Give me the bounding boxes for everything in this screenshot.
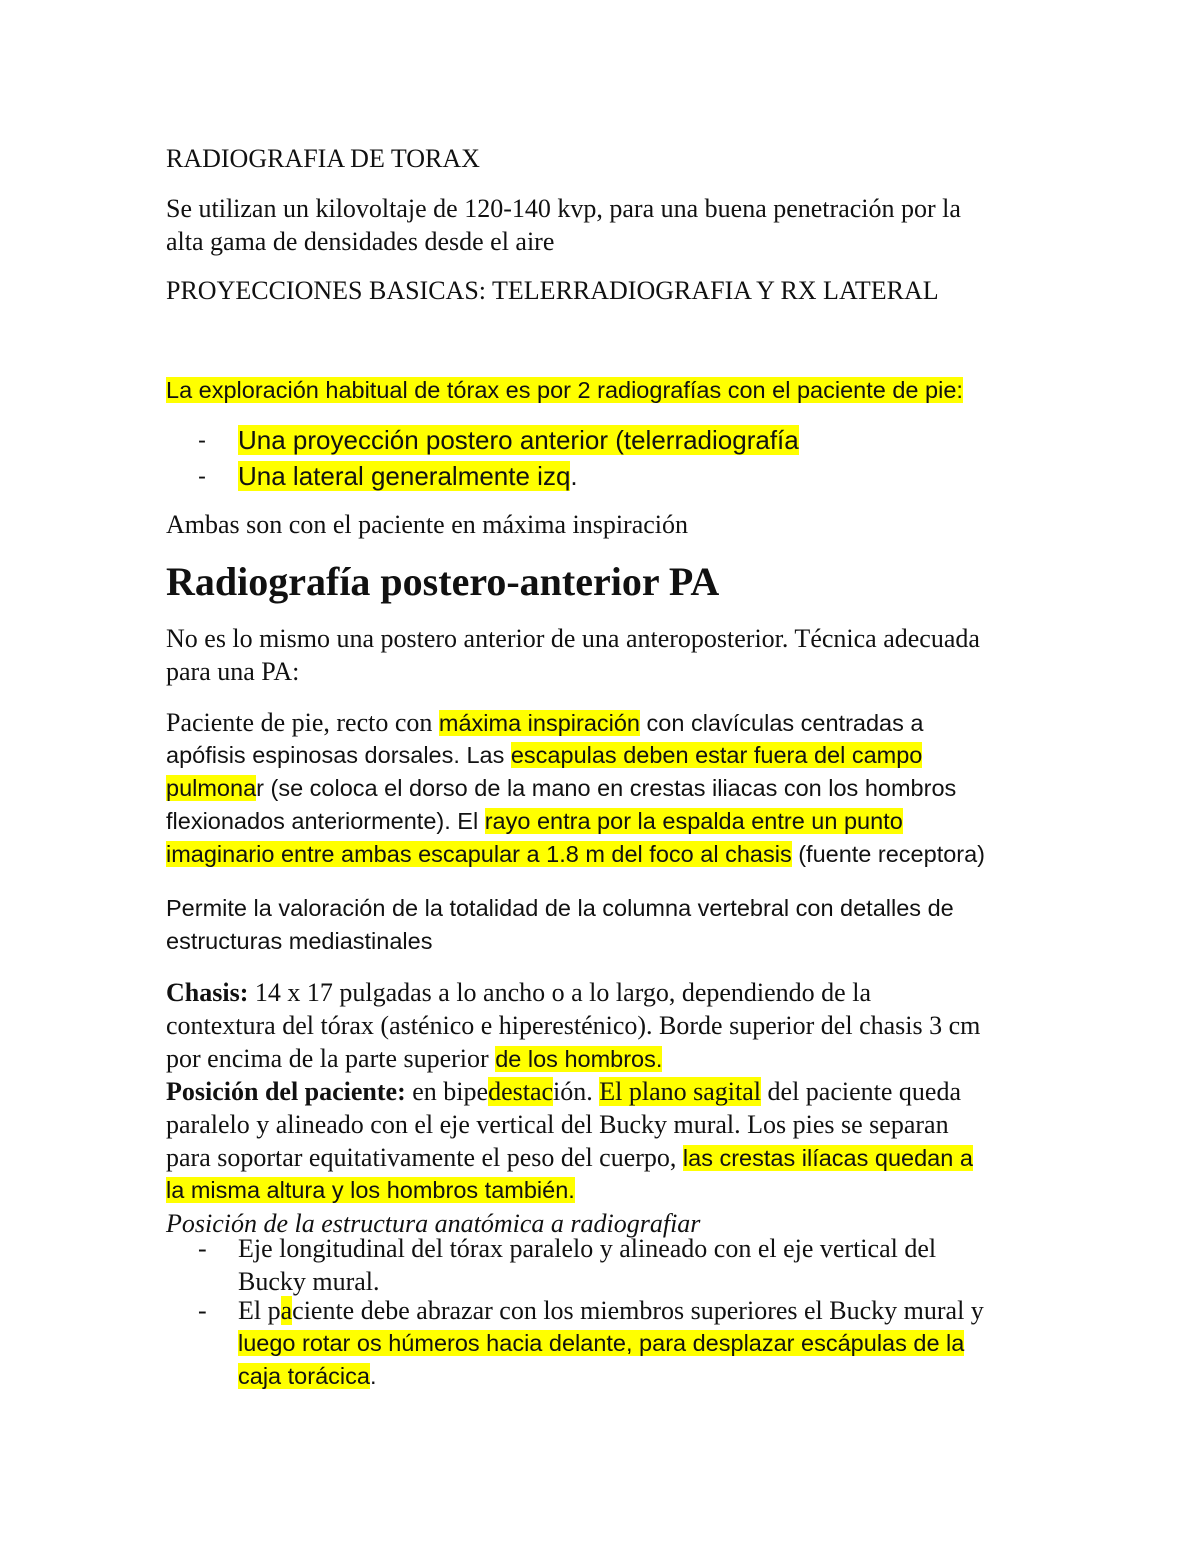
intro-paragraph	[166, 192, 1046, 258]
p2-line-5: imaginario entre ambas escapular a 1.8 m del foco al chasis (fuente receptora)	[166, 841, 986, 867]
posicion-line-1: Posición del paciente: en bipedestación. El plano sagital del paciente queda	[166, 1077, 961, 1106]
bullet-dash: -	[198, 427, 206, 454]
p2-line-4: flexionados anteriormente). El rayo entra por la espalda entre un punto	[166, 808, 903, 834]
posicion-line-2: paralelo y alineado con el eje vertical del Bucky mural. Los pies se separan	[166, 1110, 949, 1139]
estructura-title: Posición de la estructura anatómica a radiografiar	[166, 1209, 701, 1238]
paragraph-3	[166, 892, 1046, 958]
estructura-bullet-1	[238, 1232, 936, 1298]
chasis-line-3: por encima de la parte superior de los hombros.	[166, 1044, 663, 1073]
both-text: Ambas son con el paciente en máxima inspiración	[166, 510, 689, 539]
bullet-dash: -	[198, 463, 206, 490]
bullet-2-tail: .	[570, 461, 578, 491]
estructura-b2-line-1: El paciente debe abrazar con los miembros superiores el Bucky mural y	[238, 1296, 984, 1325]
bullet-dash: -	[198, 1234, 207, 1263]
chasis-paragraph	[166, 976, 1046, 1240]
p2-line-3: pulmonar (se coloca el dorso de la mano en crestas iliacas con los hombros	[166, 775, 957, 801]
projections-text: PROYECCIONES BASICAS: TELERRADIOGRAFIA Y RX LATERAL	[166, 276, 939, 305]
p1-line-1: No es lo mismo una postero anterior de una anteroposterior. Técnica adecuada	[166, 624, 980, 653]
section-heading: Radiografía postero-anterior PA	[166, 559, 720, 604]
p3-line-1: Permite la valoración de la totalidad de la columna vertebral con detalles de	[166, 895, 954, 921]
p1-line-2: para una PA:	[166, 657, 300, 686]
estructura-b1-line-2: Bucky mural.	[238, 1267, 380, 1296]
intro-line-1: Se utilizan un kilovoltaje de 120-140 kvp, para una buena penetración por la	[166, 194, 961, 223]
estructura-b2-line-2: luego rotar os húmeros hacia delante, para desplazar escápulas de la	[238, 1330, 965, 1356]
estructura-b1-line-1: Eje longitudinal del tórax paralelo y alineado con el eje vertical del	[238, 1234, 937, 1263]
p3-line-2: estructuras mediastinales	[166, 928, 433, 954]
estructura-b2-line-3: caja torácica.	[238, 1363, 377, 1389]
exploration-bullet-2	[238, 460, 578, 493]
posicion-label: Posición del paciente:	[166, 1077, 406, 1106]
document-title	[166, 142, 1046, 175]
projections-line	[166, 274, 1046, 307]
bullet-1-text: Una proyección postero anterior (telerradiografía	[238, 425, 799, 455]
intro-line-2: alta gama de densidades desde el aire	[166, 227, 555, 256]
chasis-line-1: Chasis: 14 x 17 pulgadas a lo ancho o a lo largo, dependiendo de la	[166, 978, 871, 1007]
posicion-line-3: para soportar equitativamente el peso del cuerpo, las crestas ilíacas quedan a	[166, 1143, 973, 1172]
bullet-dash: -	[198, 1296, 207, 1325]
chasis-line-2: contextura del tórax (asténico e hiperesténico). Borde superior del chasis 3 cm	[166, 1011, 981, 1040]
estructura-bullet-2	[238, 1294, 984, 1393]
bullet-2-text: Una lateral generalmente izq	[238, 461, 571, 491]
paragraph-2	[166, 706, 1046, 871]
title-text: RADIOGRAFIA DE TORAX	[166, 144, 480, 173]
exploration-text: La exploración habitual de tórax es por 2 radiografías con el paciente de pie:	[166, 377, 963, 403]
paragraph-1	[166, 622, 1046, 688]
chasis-label: Chasis:	[166, 978, 249, 1007]
exploration-bullet-1	[238, 424, 799, 457]
exploration-paragraph	[166, 374, 1046, 407]
posicion-line-4: la misma altura y los hombros también.	[166, 1177, 575, 1203]
p2-line-2: apófisis espinosas dorsales. Las escapulas deben estar fuera del campo	[166, 742, 923, 768]
p2-line-1: Paciente de pie, recto con máxima inspiración con clavículas centradas a	[166, 708, 924, 737]
both-line	[166, 508, 1046, 541]
